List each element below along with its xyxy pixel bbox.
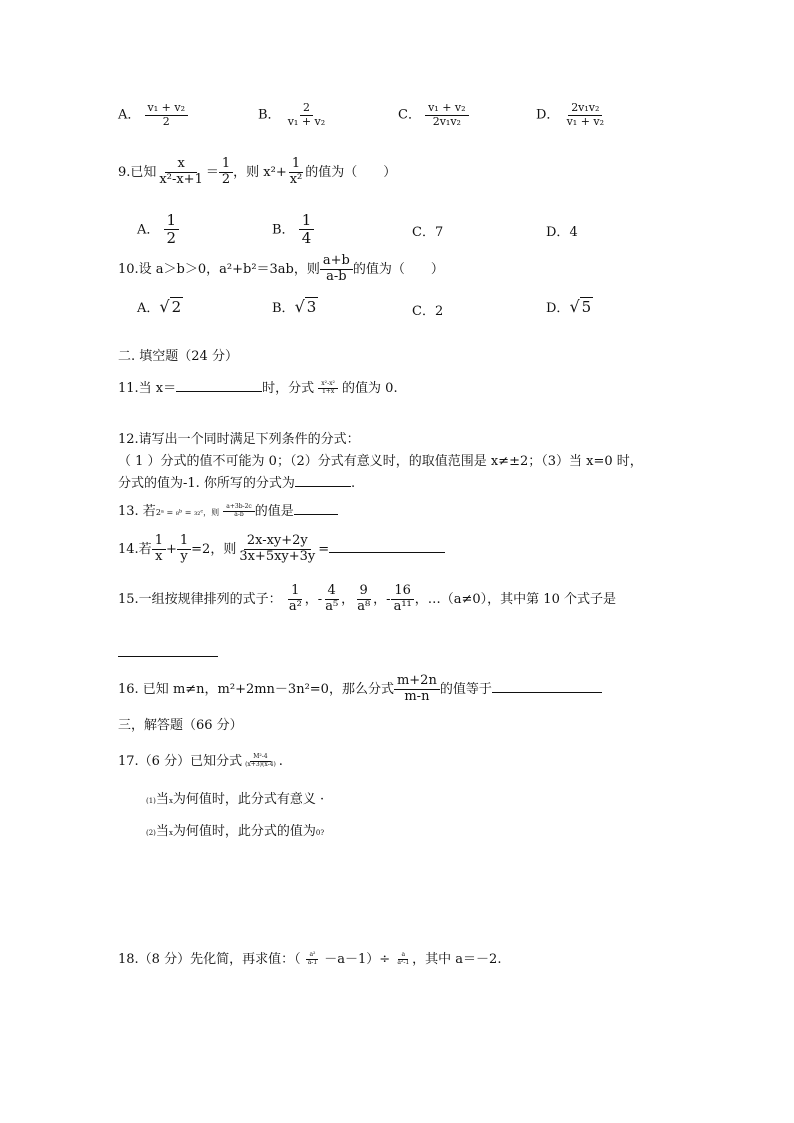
numerator: x [165, 157, 196, 173]
denominator: a² [288, 598, 302, 614]
numerator: 1 [177, 534, 191, 550]
numerator: M²-4 [250, 754, 270, 762]
tiny-fraction [318, 381, 338, 396]
numerator: 1 [152, 534, 166, 550]
expression: 2ᵃ = ₈ᵇ = ₃₂ᶜ，则 [155, 508, 220, 517]
option-value: 7 [434, 225, 444, 240]
q10-option-d [546, 297, 593, 316]
q9-option-c [412, 221, 443, 240]
sqrt-symbol: √ 3 [294, 297, 317, 316]
question-prefix: 9.已知 [118, 164, 157, 180]
q9-stem [118, 157, 396, 188]
numerator: v₁ + v₂ [425, 102, 468, 116]
numerator: a² [306, 952, 318, 960]
text: 0? [315, 829, 325, 837]
equals-sign: ＝ [205, 164, 219, 180]
numerator: 1 [219, 157, 233, 173]
option-label: C． [398, 107, 421, 123]
tiny-fraction [394, 952, 412, 967]
fraction [177, 534, 191, 565]
tiny-fraction [223, 504, 254, 519]
denominator: a-b [326, 268, 347, 284]
answer-blank[interactable] [295, 473, 351, 487]
numerator: m+2n [394, 674, 440, 690]
text: 为何值时，此分式有意义 · [172, 792, 325, 807]
q9-option-b [272, 212, 314, 248]
q17-sub2 [146, 820, 324, 839]
answer-blank[interactable] [294, 501, 338, 515]
option-label: D． [536, 107, 560, 123]
fraction [394, 674, 440, 705]
denominator: x²-x+1 [159, 171, 203, 187]
question-prefix: 15.一组按规律排列的式子： [118, 591, 282, 607]
option-label: B． [258, 107, 281, 123]
q8-option-a [118, 102, 188, 128]
numerator: 1 [299, 212, 315, 230]
option-label: C． [412, 225, 435, 240]
fraction [564, 102, 607, 128]
denominator: m-n [404, 688, 430, 704]
text: 时，分式 [262, 381, 315, 396]
q17-sub1 [146, 788, 324, 807]
sqrt-symbol: √ 5 [569, 297, 592, 316]
text: ，则 x²+ [233, 164, 287, 180]
text: =2，则 [191, 541, 237, 557]
numerator: 1 [164, 212, 180, 230]
numerator: a+3b-2c [223, 504, 254, 512]
sign: ， [341, 591, 355, 607]
denominator: a⁸ [357, 598, 371, 614]
q10-option-c [412, 300, 443, 319]
q13 [118, 500, 338, 519]
numerator: a+b [320, 254, 353, 270]
question-prefix: 14.若 [118, 541, 152, 557]
fraction [287, 157, 306, 188]
denominator: (x+3)(x-4) [245, 761, 276, 768]
numerator: 1 [288, 584, 302, 600]
numerator: x²-x² [318, 381, 338, 389]
radicand: 3 [306, 298, 317, 316]
section-heading: 二. 填空题（24 分） [118, 349, 238, 364]
fraction [145, 102, 188, 128]
variable: x [168, 829, 173, 837]
denominator: v₁ + v₂ [566, 114, 605, 128]
q10-option-a [137, 297, 183, 316]
section-heading: 三，解答题（66 分） [118, 718, 243, 733]
fraction [425, 102, 468, 128]
question-suffix: 的值为 0. [342, 381, 398, 396]
numerator: 2x-xy+2y [244, 534, 311, 550]
numerator: 9 [357, 584, 371, 600]
radicand: 2 [171, 298, 182, 316]
q12-line3 [118, 472, 355, 491]
numerator: 2 [300, 102, 313, 116]
answer-blank[interactable] [329, 539, 445, 553]
option-value: 2 [434, 304, 444, 319]
sequence-term [286, 584, 305, 615]
numerator: 4 [325, 584, 339, 600]
question-prefix: 18.（8 分）先化简，再求值：（ [118, 952, 301, 967]
question-prefix: 17.（6 分）已知分式 [118, 754, 243, 769]
text: . [350, 476, 356, 491]
denominator: 4 [301, 229, 312, 248]
option-label: D． [546, 301, 570, 316]
option-label: A． [118, 107, 141, 123]
option-label: A． [137, 222, 160, 238]
option-label: B． [272, 222, 295, 238]
text: －a－1）÷ [324, 952, 391, 967]
radicand: 5 [581, 298, 592, 316]
tiny-fraction [242, 754, 279, 769]
question-prefix: 16. 已知 m≠n，m²+2mn－3n²=0，那么分式 [118, 681, 394, 697]
tiny-fraction [305, 952, 320, 967]
denominator: 1+x [321, 388, 335, 395]
question-suffix: ，其中 a＝－2. [412, 952, 502, 967]
q12-line2: （ 1 ）分式的值不可能为 0；（2）分式有意义时，的取值范围是 x≠±2；（3）当 x=0 时， [118, 454, 643, 469]
sub-marker: (2) [146, 829, 156, 837]
numerator: 1 [289, 157, 303, 173]
sequence-term [354, 584, 373, 615]
sign: ，- [304, 591, 323, 607]
q9-option-a [137, 212, 179, 248]
q11 [118, 377, 398, 396]
sequence-term [391, 584, 415, 615]
denominator: 2 [166, 229, 177, 248]
q8-option-d [536, 102, 607, 128]
question-suffix: 的值为（ ） [305, 164, 397, 180]
q10-option-b [272, 297, 318, 316]
numerator: 16 [391, 584, 414, 600]
answer-blank[interactable] [492, 679, 602, 693]
denominator: a²-1 [397, 959, 410, 966]
text: 当 [155, 792, 169, 807]
option-label: A． [137, 301, 160, 316]
equals-sign: = [318, 541, 330, 557]
option-label: D． [546, 225, 570, 240]
denominator: a-b [234, 511, 244, 518]
q17 [118, 750, 283, 769]
plus-sign: + [165, 541, 177, 557]
denominator: y [180, 548, 188, 564]
question-prefix: 11.当 x＝ [118, 381, 177, 396]
fraction [236, 534, 318, 565]
fraction [164, 212, 180, 248]
question-suffix: . [278, 754, 283, 769]
sub-marker: (1) [146, 797, 156, 805]
fraction [152, 534, 166, 565]
denominator: 2 [162, 114, 170, 128]
sign: ，- [373, 591, 391, 607]
question-suffix: ，…（a≠0），其中第 10 个式子是 [414, 591, 616, 607]
q18 [118, 948, 501, 967]
q15-answer-blank[interactable] [118, 643, 218, 661]
q10-stem [118, 254, 444, 285]
question-suffix: 的值等于 [439, 681, 492, 697]
q15 [118, 584, 616, 615]
option-value: 4 [569, 225, 578, 240]
denominator: a¹¹ [393, 598, 412, 614]
denominator: 2 [221, 171, 231, 187]
numerator: 2v₁v₂ [568, 102, 602, 116]
q8-option-c [398, 102, 469, 128]
fraction [299, 212, 315, 248]
text: 分式的值为-1. 你所写的分式为 [118, 476, 295, 491]
option-label: C． [412, 304, 435, 319]
question-prefix: 10.设 a＞b＞0，a²+b²＝3ab，则 [118, 261, 320, 277]
numerator: a [398, 952, 408, 960]
option-label: B． [272, 301, 295, 316]
sequence-term [322, 584, 341, 615]
q9-option-d [546, 221, 578, 240]
question-suffix: 的值是 [254, 504, 294, 519]
fraction [156, 157, 205, 188]
q12-line1: 12.请写出一个同时满足下列条件的分式： [118, 432, 360, 447]
fraction [320, 254, 353, 285]
question-suffix: 的值为（ ） [352, 261, 444, 277]
denominator: 2v₁v₂ [432, 114, 461, 128]
text: 为何值时，此分式的值为 [172, 824, 316, 839]
answer-blank[interactable] [176, 378, 262, 392]
question-prefix: 13. 若 [118, 504, 156, 519]
fraction [219, 157, 233, 188]
denominator: 3x+5xy+3y [239, 548, 316, 564]
q14 [118, 534, 445, 565]
sqrt-symbol: √ 2 [159, 297, 182, 316]
denominator: a⁵ [325, 598, 339, 614]
denominator: x² [289, 171, 303, 187]
fraction [285, 102, 328, 128]
q16 [118, 674, 602, 705]
denominator: a-1 [307, 959, 318, 966]
denominator: v₁ + v₂ [287, 114, 326, 128]
denominator: x [155, 548, 163, 564]
variable: x [168, 797, 173, 805]
numerator: v₁ + v₂ [145, 102, 188, 116]
text: 当 [155, 824, 169, 839]
q8-option-b [258, 102, 328, 128]
